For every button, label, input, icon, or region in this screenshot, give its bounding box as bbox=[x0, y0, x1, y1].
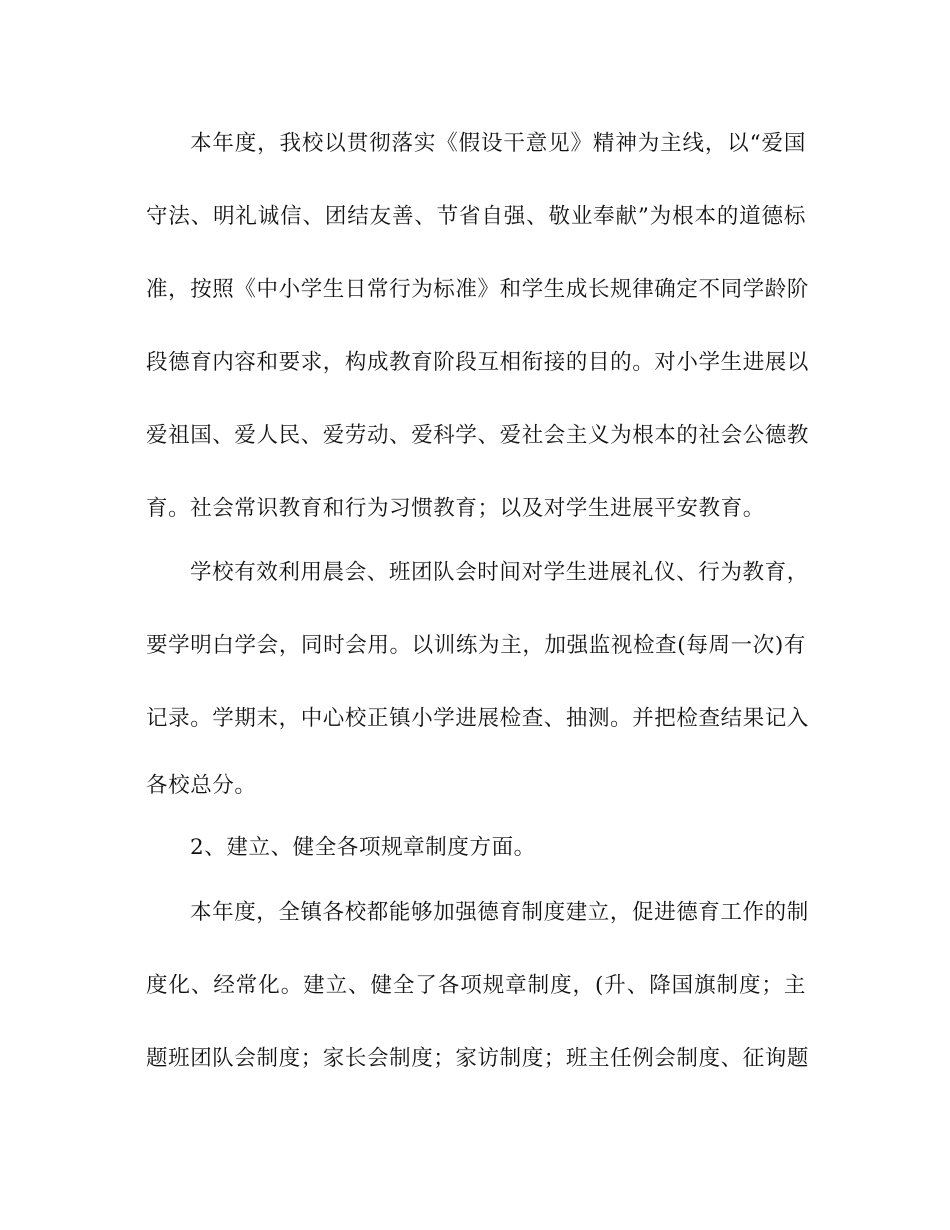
section-heading: 2、建立、健全各项规章制度方面。 bbox=[190, 835, 536, 860]
paragraph-3-line-1: 本年度，全镇各校都能够加强德育制度建立，促进德育工作的制 bbox=[190, 900, 809, 925]
paragraph-3-line-3: 题班团队会制度；家长会制度；家访制度；班主任例会制度、征询题 bbox=[146, 1046, 810, 1071]
paragraph-2-line-2: 要学明白学会，同时会用。以训练为主，加强监视检查(每周一次)有 bbox=[146, 633, 806, 658]
paragraph-1-line-4: 段德育内容和要求，构成教育阶段互相衔接的目的。对小学生进展以 bbox=[146, 350, 810, 375]
paragraph-2-line-1: 学校有效利用晨会、班团队会时间对学生进展礼仪、行为教育， bbox=[190, 560, 809, 585]
paragraph-2-line-4: 各校总分。 bbox=[146, 773, 257, 798]
paragraph-1-line-6: 育。社会常识教育和行为习惯教育；以及对学生进展平安教育。 bbox=[146, 496, 765, 521]
paragraph-1-line-2: 守法、明礼诚信、团结友善、节省自强、敬业奉献”为根本的道德标 bbox=[146, 204, 806, 229]
paragraph-2-line-3: 记录。学期末，中心校正镇小学进展检查、抽测。并把检查结果记入 bbox=[146, 706, 810, 731]
paragraph-1-line-3: 准，按照《中小学生日常行为标准》和学生成长规律确定不同学龄阶 bbox=[146, 277, 810, 302]
paragraph-3-line-2: 度化、经常化。建立、健全了各项规章制度，(升、降国旗制度；主 bbox=[146, 973, 806, 998]
paragraph-1-line-1: 本年度，我校以贯彻落实《假设干意见》精神为主线，以“爱国 bbox=[190, 131, 806, 156]
paragraph-1-line-5: 爱祖国、爱人民、爱劳动、爱科学、爱社会主义为根本的社会公德教 bbox=[146, 423, 810, 448]
